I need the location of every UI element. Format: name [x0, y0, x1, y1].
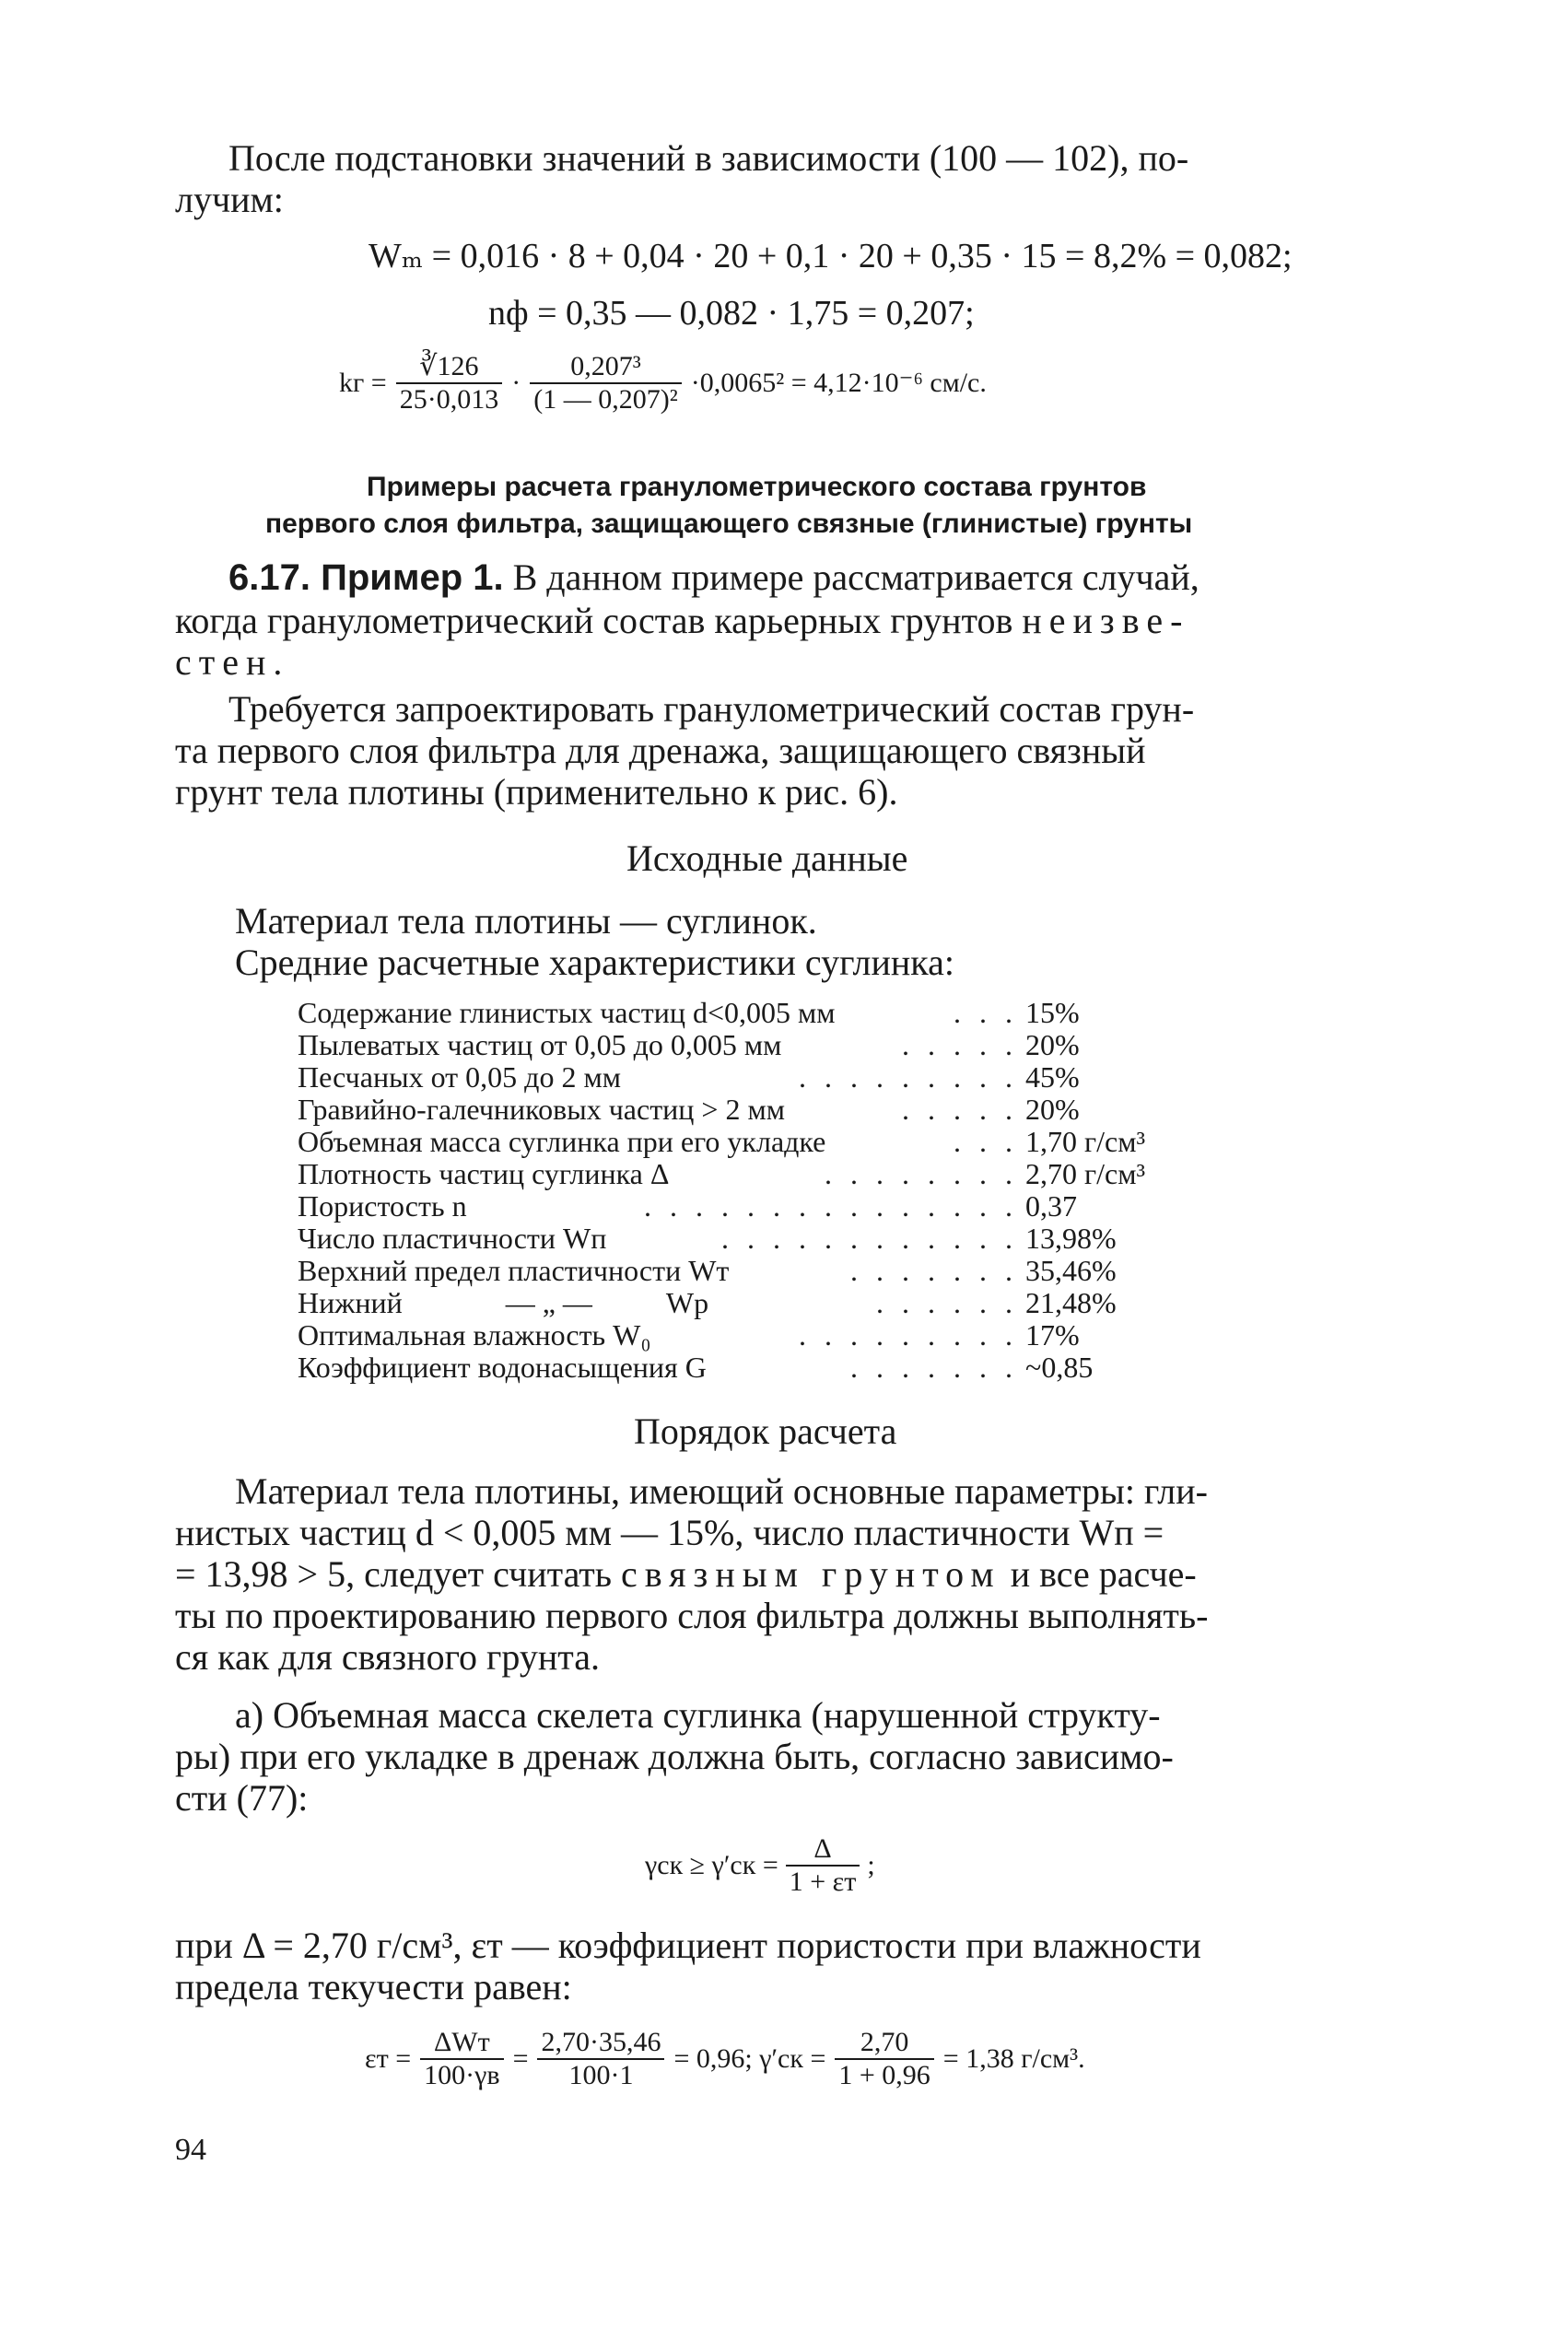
- property-value: 45%: [1025, 1060, 1080, 1094]
- property-leader-dots: . . . . . . .: [850, 1351, 1018, 1384]
- page-number: 94: [175, 2133, 206, 2167]
- property-value: 21,48%: [1025, 1286, 1117, 1319]
- para-a-line-1: а) Объемная масса скелета суглинка (нарушенной структу-: [235, 1694, 1161, 1736]
- property-leader-dots: . . . . . . . . .: [799, 1318, 1018, 1352]
- property-leader-dots: . . . . . .: [876, 1286, 1018, 1319]
- example-line-1: [228, 557, 1199, 598]
- example-line-1-rest: В данном примере рассматривается случай,: [503, 556, 1199, 598]
- property-label: Пылеватых частиц от 0,05 до 0,005 мм: [298, 1028, 782, 1061]
- source-heading: Исходные данные: [626, 837, 908, 879]
- formula-eps-frac1-den: 100·γв: [424, 2060, 500, 2090]
- task-line-2: та первого слоя фильтра для дренажа, защищающего связный: [175, 730, 1146, 771]
- formula-eps-frac1-num: ΔWт: [420, 2027, 503, 2060]
- formula-eps-frac3-den: 1 + 0,96: [838, 2060, 930, 2090]
- property-row: [298, 1190, 1237, 1223]
- property-row: [298, 1158, 1237, 1190]
- formula-gamma-num: Δ: [786, 1833, 860, 1867]
- intro-line-1: После подстановки значений в зависимости (100 — 102), по-: [228, 137, 1189, 179]
- calc-line-3-c: и все расче-: [1000, 1553, 1197, 1595]
- property-row: [298, 1223, 1237, 1255]
- property-leader-dots: . . . . . . . . .: [799, 1060, 1018, 1094]
- property-value: 0,37: [1025, 1189, 1077, 1223]
- property-row: [298, 1061, 1237, 1094]
- example-line-2: [175, 601, 1189, 641]
- formula-gamma: [645, 1833, 875, 1898]
- property-label: Объемная масса суглинка при его укладке: [298, 1125, 826, 1158]
- properties-table: [298, 997, 1237, 1384]
- formula-kg-lhs: kг =: [339, 367, 387, 398]
- example-line-2-b: неизве-: [1022, 600, 1190, 641]
- formula-eps-frac3-num: 2,70: [835, 2027, 933, 2060]
- property-value: 15%: [1025, 996, 1080, 1029]
- property-row: [298, 1287, 1237, 1319]
- property-value: 13,98%: [1025, 1222, 1117, 1255]
- formula-kg-frac2: [530, 351, 681, 415]
- property-label: Коэффициент водонасыщения G: [298, 1351, 707, 1384]
- property-label: Пористость n: [298, 1189, 467, 1223]
- calc-line-4: ты по проектированию первого слоя фильтра должны выполнять-: [175, 1595, 1209, 1636]
- property-value: 20%: [1025, 1028, 1080, 1061]
- property-value: 35,46%: [1025, 1254, 1117, 1287]
- formula-kg-frac2-num: 0,207³: [530, 351, 681, 384]
- property-leader-dots: . . . . . . . . . . . . . . .: [644, 1189, 1018, 1223]
- formula-kg-frac1-den: 25·0,013: [399, 384, 499, 415]
- calc-line-2: нистых частиц d < 0,005 мм — 15%, число пластичности Wп =: [175, 1512, 1164, 1553]
- formula-kg: [339, 350, 987, 415]
- formula-eps: [365, 2027, 1085, 2091]
- property-value: ~0,85: [1025, 1351, 1094, 1384]
- property-label: Плотность частиц суглинка Δ: [298, 1157, 670, 1190]
- calc-line-5: ся как для связного грунта.: [175, 1636, 601, 1678]
- property-leader-dots: . . . . . . .: [850, 1254, 1018, 1287]
- para-a-line-3: сти (77):: [175, 1777, 309, 1819]
- property-row: [298, 1094, 1237, 1126]
- material-line-2: Средние расчетные характеристики суглинка:: [235, 942, 954, 983]
- property-row: [298, 1255, 1237, 1287]
- formula-kg-frac2-den: (1 — 0,207)²: [533, 383, 678, 415]
- property-row: [298, 1126, 1237, 1158]
- property-leader-dots: . . . . .: [902, 1093, 1018, 1126]
- formula-gamma-tail: ;: [867, 1850, 875, 1880]
- calc-line-3-b: связным грунтом: [621, 1553, 1001, 1595]
- formula-eps-tail: = 1,38 г/см³.: [942, 2043, 1085, 2074]
- property-leader-dots: . . . . . . . .: [825, 1157, 1018, 1190]
- property-label: Число пластичности Wп: [298, 1222, 607, 1255]
- formula-eps-lhs: εт =: [365, 2043, 412, 2074]
- property-row: [298, 997, 1237, 1029]
- property-row: [298, 1319, 1237, 1352]
- property-label: Песчаных от 0,05 до 2 мм: [298, 1060, 621, 1094]
- intro-line-2: лучим:: [175, 179, 284, 220]
- formula-nf: nф = 0,35 — 0,082 · 1,75 = 0,207;: [488, 294, 975, 333]
- property-leader-dots: . . .: [954, 996, 1018, 1029]
- property-leader-dots: . . . . .: [902, 1028, 1018, 1061]
- section-heading-line-1: Примеры расчета гранулометрического состава грунтов: [367, 472, 1147, 502]
- formula-eps-mid: = 0,96; γ′ск =: [673, 2043, 826, 2074]
- formula-eps-frac2: [537, 2027, 664, 2091]
- formula-wm: Wₘ = 0,016 · 8 + 0,04 · 20 + 0,1 · 20 + 0,35 · 15 = 8,2% = 0,082;: [369, 237, 1293, 275]
- formula-eps-frac2-den: 100·1: [568, 2060, 634, 2090]
- property-value: 2,70 г/см³: [1025, 1157, 1146, 1190]
- material-line-1: Материал тела плотины — суглинок.: [235, 900, 817, 942]
- example-line-2-a: когда гранулометрический состав карьерных грунтов: [175, 600, 1023, 641]
- example-line-3: стен.: [175, 641, 290, 683]
- para-b-line-1: при Δ = 2,70 г/см³, εт — коэффициент пористости при влажности: [175, 1925, 1201, 1966]
- formula-kg-rhs: ·0,0065² = 4,12·10⁻⁶ см/с.: [690, 368, 987, 398]
- property-label: Содержание глинистых частиц d<0,005 мм: [298, 996, 836, 1029]
- property-leader-dots: . . . . . . . . . . . .: [721, 1222, 1018, 1255]
- property-label: Нижний — „ — Wр: [298, 1286, 709, 1319]
- calc-line-3-a: = 13,98 > 5, следует считать: [175, 1553, 622, 1595]
- formula-kg-dot: ·: [511, 367, 521, 398]
- calc-line-3: [175, 1554, 1197, 1595]
- task-line-3: грунт тела плотины (применительно к рис. 6).: [175, 771, 898, 813]
- formula-eps-frac2-num: 2,70·35,46: [537, 2027, 664, 2060]
- property-leader-dots: . . .: [954, 1125, 1018, 1158]
- formula-eps-frac1: [420, 2027, 503, 2091]
- para-a-line-2: ры) при его укладке в дренаж должна быть, согласно зависимо-: [175, 1736, 1174, 1777]
- formula-gamma-frac: [786, 1833, 860, 1898]
- formula-gamma-den: 1 + εт: [789, 1867, 857, 1897]
- formula-kg-frac1: [396, 350, 503, 415]
- formula-eps-eq1: =: [512, 2043, 529, 2074]
- calc-heading: Порядок расчета: [634, 1410, 897, 1452]
- formula-eps-frac3: [835, 2027, 933, 2091]
- property-value: 20%: [1025, 1093, 1080, 1126]
- property-value: 1,70 г/см³: [1025, 1125, 1146, 1158]
- property-value: 17%: [1025, 1318, 1080, 1352]
- calc-line-1: Материал тела плотины, имеющий основные параметры: гли-: [235, 1470, 1208, 1512]
- formula-kg-frac1-num: ∛126: [396, 350, 503, 384]
- property-row: [298, 1029, 1237, 1061]
- property-label: Верхний предел пластичности Wт: [298, 1254, 730, 1287]
- section-heading-line-2: первого слоя фильтра, защищающего связные (глинистые) грунты: [265, 509, 1193, 539]
- para-b-line-2: предела текучести равен:: [175, 1966, 572, 2007]
- formula-gamma-lhs: γск ≥ γ′ск =: [645, 1850, 778, 1880]
- property-label: Гравийно-галечниковых частиц > 2 мм: [298, 1093, 785, 1126]
- task-line-1: Требуется запроектировать гранулометрический состав грун-: [228, 688, 1195, 730]
- property-row: [298, 1352, 1237, 1384]
- property-label: Оптимальная влажность W₀: [298, 1318, 651, 1352]
- example-number: 6.17. Пример 1.: [228, 557, 504, 598]
